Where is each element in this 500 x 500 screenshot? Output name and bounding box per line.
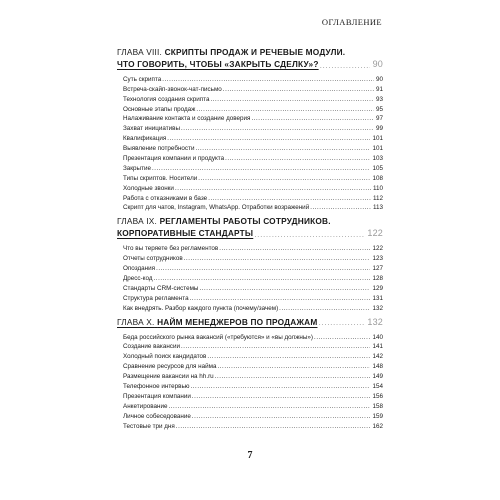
toc-entry[interactable]: [117, 420, 383, 430]
entry-page: 149: [372, 373, 383, 381]
toc-entry[interactable]: [117, 302, 383, 312]
toc-entry[interactable]: [117, 400, 383, 410]
entry-page: 131: [372, 294, 383, 302]
toc-entry[interactable]: [117, 282, 383, 292]
leader-dots: [181, 344, 371, 350]
leader-dots: [190, 296, 371, 302]
toc-entry[interactable]: [117, 142, 383, 152]
entry-page: 101: [372, 135, 383, 143]
entry-title: Суть скрипта: [123, 75, 162, 83]
entry-title: Телефонное интервью: [123, 383, 190, 391]
toc-entry[interactable]: [117, 390, 383, 400]
entry-title: Создание вакансии: [123, 343, 180, 351]
entry-title: Квалификация: [123, 135, 167, 143]
chapter-heading[interactable]: [117, 316, 383, 327]
chapter-title: СКРИПТЫ ПРОДАЖ И РЕЧЕВЫЕ МОДУЛИ.: [164, 47, 346, 57]
leader-dots: [208, 196, 371, 202]
leader-dots: [218, 364, 371, 370]
entry-page: 110: [372, 184, 383, 192]
leader-dots: [196, 146, 371, 152]
toc-entry[interactable]: [117, 152, 383, 162]
entry-page: 156: [372, 392, 383, 400]
entry-title: Работа с отказниками в базе: [123, 194, 208, 202]
leader-dots: [175, 186, 371, 192]
chapter-heading-continued[interactable]: [117, 227, 383, 238]
entry-page: 90: [375, 75, 383, 83]
leader-dots: [219, 246, 370, 252]
leader-dots: [196, 107, 374, 113]
entry-title: Закрытие: [123, 164, 151, 172]
entry-page: 103: [372, 155, 383, 163]
toc-entry[interactable]: [117, 242, 383, 252]
entry-title: Как внедрять. Разбор каждого пункта (почему/зачем): [123, 304, 279, 312]
entry-title: Сравнение ресурсов для найма: [123, 363, 217, 371]
leader-dots: [254, 230, 364, 238]
entry-page: 93: [375, 95, 383, 103]
entry-title: Тестовые три дня: [123, 422, 175, 430]
chapter-prefix: ГЛАВА VIII.: [117, 47, 163, 57]
chapter-title: РЕГЛАМЕНТЫ РАБОТЫ СОТРУДНИКОВ.: [159, 216, 331, 227]
leader-dots: [176, 424, 371, 430]
leader-dots: [318, 318, 364, 326]
entry-page: 97: [375, 115, 383, 123]
entry-title: Захват инициативы: [123, 125, 180, 133]
leader-dots: [168, 404, 370, 410]
entry-page: 112: [372, 194, 383, 202]
chapter-heading[interactable]: [117, 46, 383, 57]
entry-page: 129: [372, 284, 383, 292]
chapter-page: 90: [372, 59, 383, 69]
leader-dots: [199, 286, 370, 292]
entry-title: Встреча-скайп-звонок-чат-письмо: [123, 85, 222, 93]
entry-title: Опоздания: [123, 265, 156, 273]
entry-title: Типы скриптов. Носители: [123, 174, 198, 182]
toc-entry[interactable]: [117, 252, 383, 262]
toc-entry[interactable]: [117, 93, 383, 103]
leader-dots: [192, 414, 371, 420]
entry-title: Что вы теряете без регламентов: [123, 245, 219, 253]
entry-title: Стандарты CRM-системы: [123, 284, 199, 292]
entry-title: Размещение вакансии на hh.ru: [123, 373, 214, 381]
entry-title: Скрипт для чатов, Instagram, WhatsApp. Отработки возражений: [123, 204, 310, 212]
entry-title: Основные этапы продаж: [123, 105, 196, 113]
toc-entry[interactable]: [117, 292, 383, 302]
leader-dots: [310, 205, 371, 211]
leader-dots: [215, 374, 371, 380]
leader-dots: [320, 61, 370, 69]
leader-dots: [152, 166, 370, 172]
entry-page: 128: [372, 275, 383, 283]
leader-dots: [192, 394, 371, 400]
toc-entry[interactable]: [117, 370, 383, 380]
leader-dots: [210, 97, 374, 103]
entry-page: 108: [372, 174, 383, 182]
running-header: ОГЛАВЛЕНИЕ: [321, 17, 382, 27]
entry-page: 141: [372, 343, 383, 351]
toc-entry[interactable]: [117, 83, 383, 93]
entry-page: 132: [372, 304, 383, 312]
entry-title: Беда российского рынка вакансий («требуются» и «вы должны»): [123, 333, 314, 341]
chapter-heading-continued[interactable]: [117, 58, 383, 69]
page-number: 7: [247, 450, 253, 461]
toc-entry[interactable]: [117, 113, 383, 123]
toc-entry[interactable]: [117, 192, 383, 202]
toc-entry[interactable]: [117, 162, 383, 172]
entry-page: 113: [372, 204, 383, 212]
entry-page: 127: [372, 265, 383, 273]
chapter-page: 132: [367, 316, 383, 327]
leader-dots: [181, 126, 374, 132]
toc-entry[interactable]: [117, 410, 383, 420]
entry-title: Холодные звонки: [123, 184, 174, 192]
toc-entry[interactable]: [117, 350, 383, 360]
chapter-prefix: ГЛАВА X.: [117, 316, 155, 327]
entry-page: 91: [375, 85, 383, 93]
leader-dots: [251, 116, 374, 122]
chapter-title: НАЙМ МЕНЕДЖЕРОВ ПО ПРОДАЖАМ: [157, 316, 318, 327]
entry-page: 142: [372, 353, 383, 361]
leader-dots: [314, 335, 370, 341]
chapter-page: 122: [367, 228, 383, 239]
leader-dots: [223, 87, 374, 93]
leader-dots: [167, 136, 370, 142]
entry-page: 140: [372, 333, 383, 341]
entry-page: 99: [375, 125, 383, 133]
entry-title: Презентация компании и продукта: [123, 155, 225, 163]
toc-entry[interactable]: [117, 360, 383, 370]
chapter-title-continued: ЧТО ГОВОРИТЬ, ЧТОБЫ «ЗАКРЫТЬ СДЕЛКУ»?: [117, 59, 319, 69]
entry-page: 154: [372, 383, 383, 391]
toc-entry[interactable]: [117, 331, 383, 341]
entry-page: 105: [372, 164, 383, 172]
entry-title: Презентация компании: [123, 392, 191, 400]
toc-entry[interactable]: [117, 262, 383, 272]
leader-dots: [156, 266, 370, 272]
entry-title: Выявление потребности: [123, 145, 195, 153]
toc-entry[interactable]: [117, 172, 383, 182]
leader-dots: [279, 306, 370, 312]
toc-entry[interactable]: [117, 132, 383, 142]
toc-entry[interactable]: [117, 73, 383, 83]
entry-title: Технология создания скрипта: [123, 95, 210, 103]
entry-page: 95: [375, 105, 383, 113]
entry-title: Холодный поиск кандидатов: [123, 353, 207, 361]
leader-dots: [154, 276, 371, 282]
entry-title: Дресс-код: [123, 275, 153, 283]
entry-title: Отчеты сотрудников: [123, 255, 183, 263]
chapter-heading[interactable]: [117, 215, 383, 226]
leader-dots: [191, 384, 371, 390]
entry-page: 101: [372, 145, 383, 153]
entry-page: 148: [372, 363, 383, 371]
toc-entry[interactable]: [117, 122, 383, 132]
entry-page: 158: [372, 402, 383, 410]
leader-dots: [162, 77, 374, 83]
entry-page: 122: [372, 245, 383, 253]
toc-entry[interactable]: [117, 341, 383, 351]
chapter-prefix: ГЛАВА IX.: [117, 216, 158, 227]
toc-entry[interactable]: [117, 202, 383, 212]
toc-entry[interactable]: [117, 103, 383, 113]
entry-page: 123: [372, 255, 383, 263]
leader-dots: [184, 256, 371, 262]
entry-title: Анкетирование: [123, 402, 168, 410]
entry-page: 159: [372, 412, 383, 420]
chapter-title-continued: КОРПОРАТИВНЫЕ СТАНДАРТЫ: [117, 228, 254, 239]
entry-page: 162: [372, 422, 383, 430]
entry-title: Структура регламента: [123, 294, 189, 302]
entry-title: Личное собеседование: [123, 412, 191, 420]
leader-dots: [207, 354, 370, 360]
leader-dots: [198, 176, 370, 182]
leader-dots: [225, 156, 370, 162]
entry-title: Налаживание контакта и создание доверия: [123, 115, 251, 123]
toc-entry[interactable]: [117, 272, 383, 282]
table-of-contents: [117, 46, 383, 430]
toc-entry[interactable]: [117, 182, 383, 192]
toc-entry[interactable]: [117, 380, 383, 390]
